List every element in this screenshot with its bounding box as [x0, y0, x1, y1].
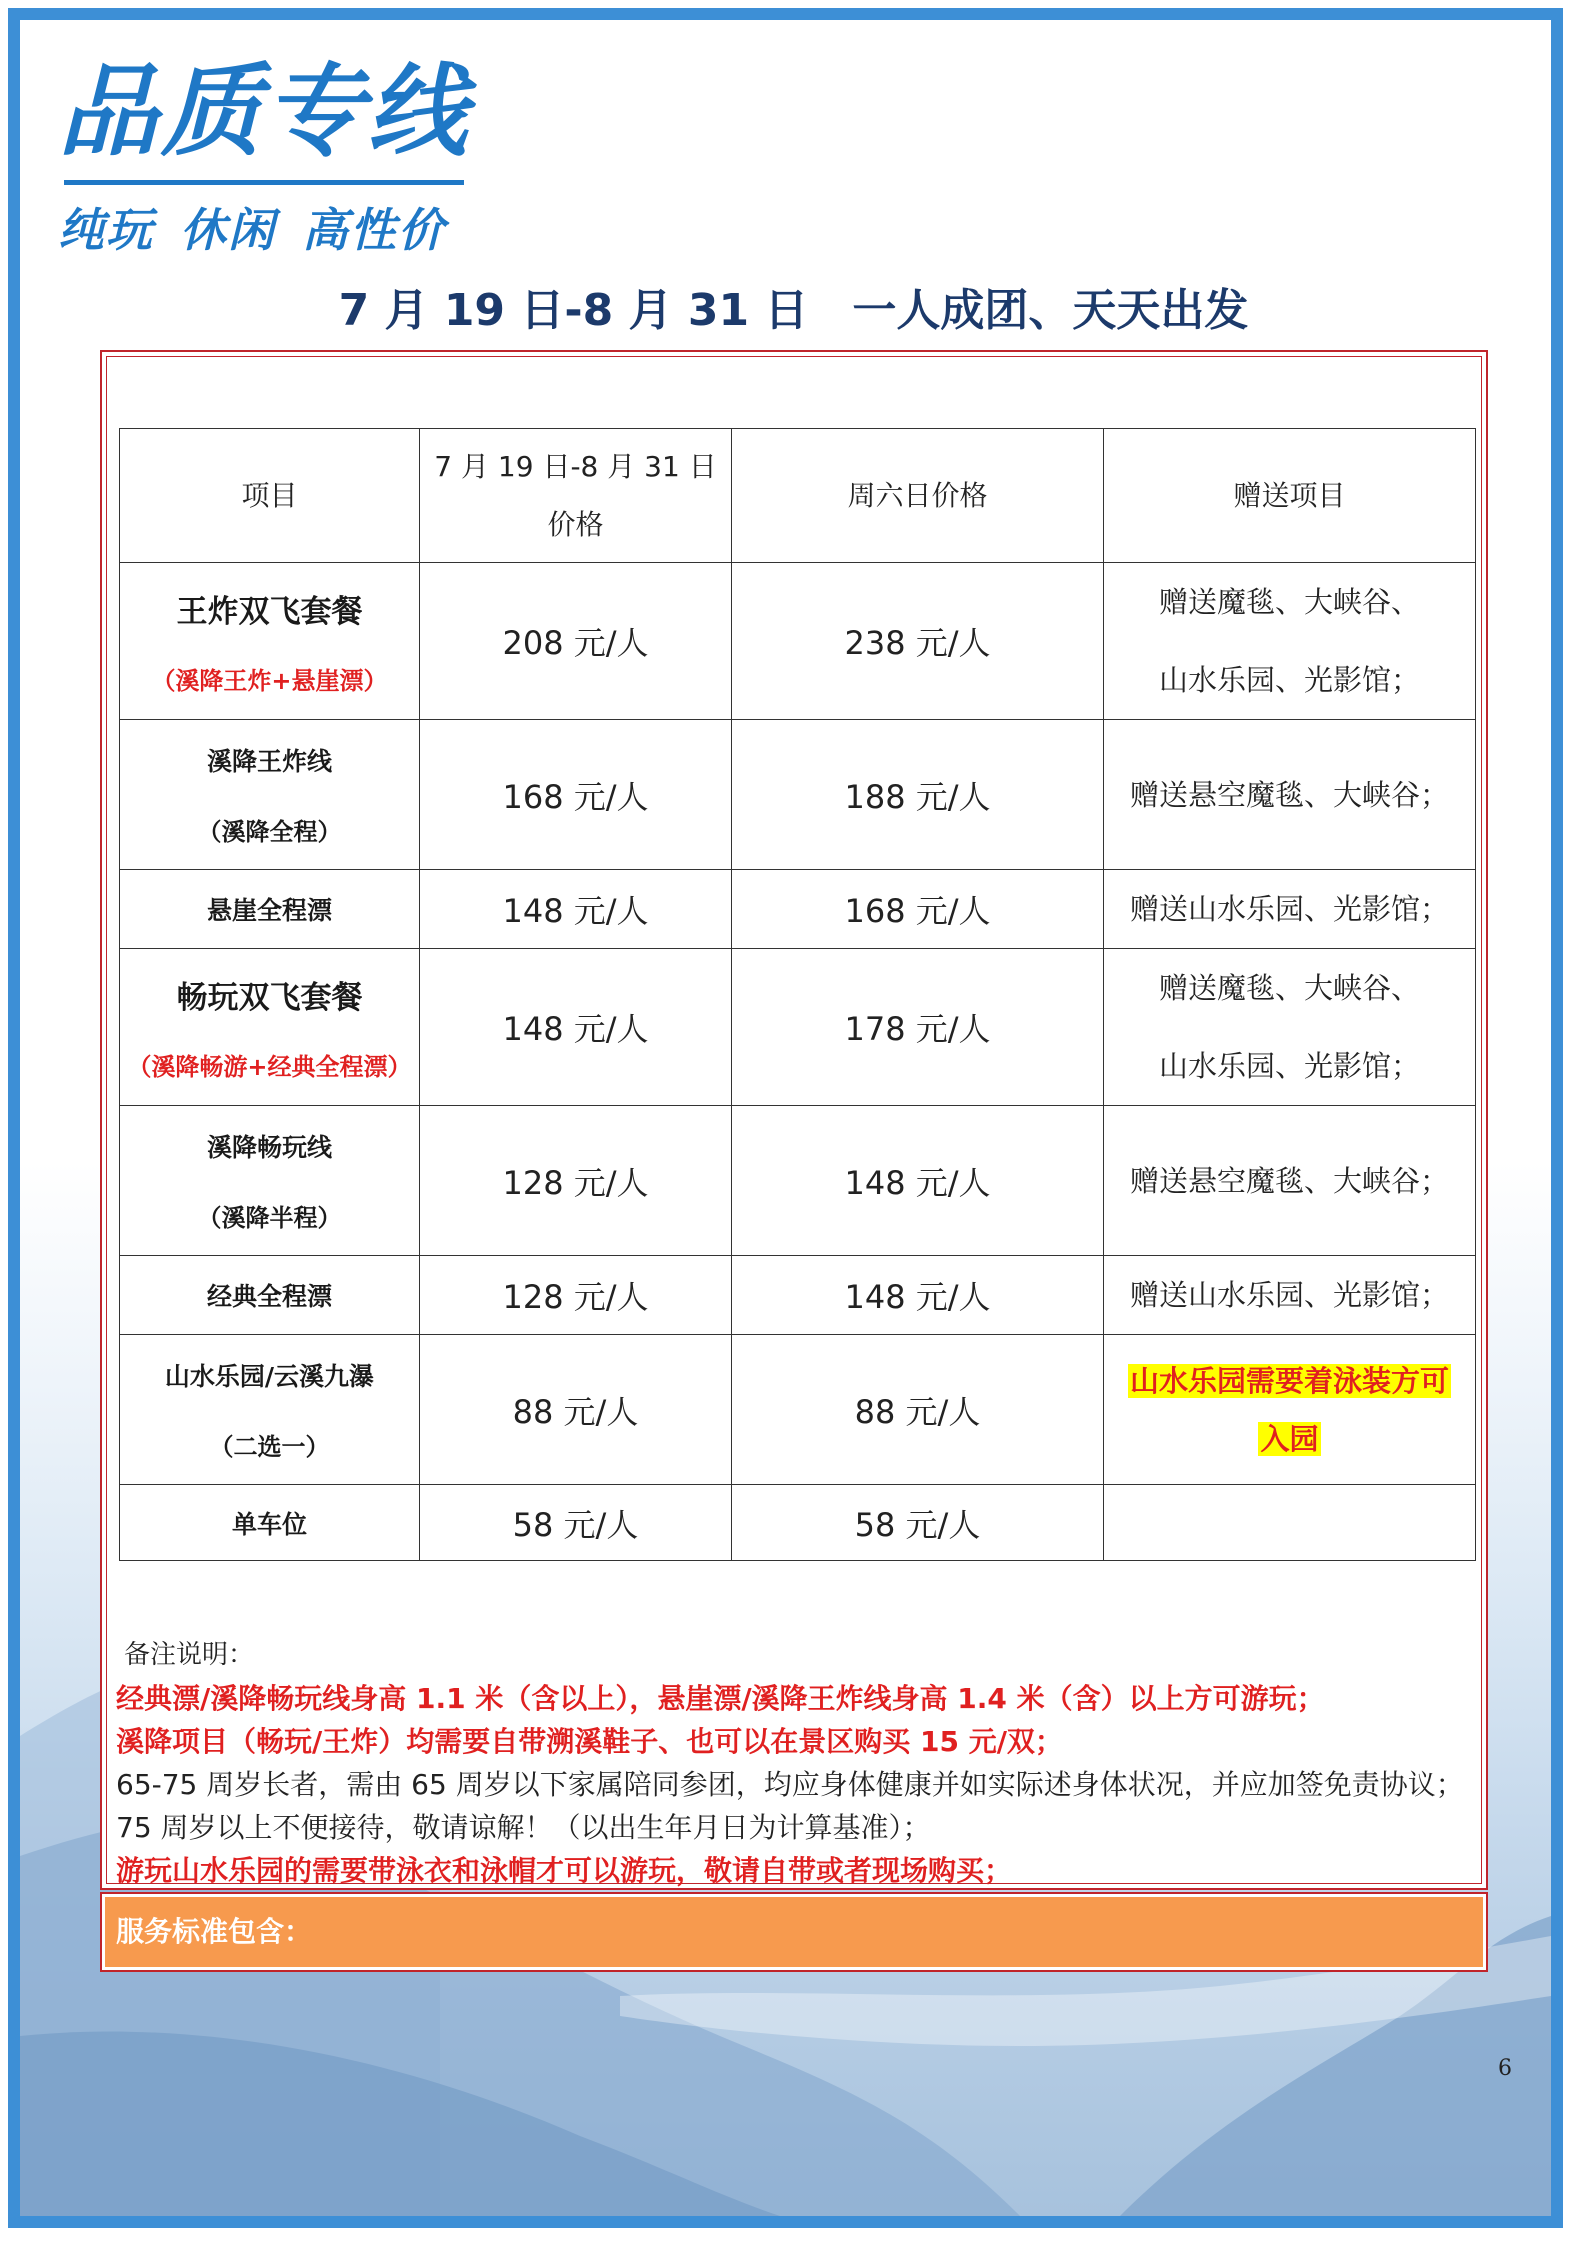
- service-standard-bar: 服务标准包含：: [100, 1892, 1488, 1972]
- package-name-cell: [120, 563, 420, 720]
- weekend-price: 88 元/人: [732, 1335, 1104, 1485]
- package-name-cell: [120, 1485, 420, 1561]
- brand-title: 品质专线: [58, 53, 470, 170]
- package-subtitle: （溪降全程）: [197, 818, 342, 846]
- notes-section: [116, 1634, 1486, 1892]
- headline: 7 月 19 日-8 月 31 日 一人成团、天天出发: [338, 285, 1249, 336]
- note-line: 溪降项目（畅玩/王炸）均需要自带溯溪鞋子、也可以在景区购买 15 元/双；: [116, 1725, 1063, 1758]
- package-name-cell: [120, 1106, 420, 1256]
- weekend-price: 58 元/人: [732, 1485, 1104, 1561]
- package-name-cell: [120, 949, 420, 1106]
- package-name: 悬崖全程漂: [206, 896, 332, 925]
- period-price: 168 元/人: [420, 720, 732, 870]
- weekend-price: 188 元/人: [732, 720, 1104, 870]
- page-number: 6: [1498, 2056, 1512, 2081]
- table-row: [120, 1485, 1476, 1561]
- header-gift: 赠送项目: [1104, 429, 1476, 563]
- package-name-cell: [120, 870, 420, 949]
- note-line: 游玩山水乐园的需要带泳衣和泳帽才可以游玩，敬请自带或者现场购买；: [116, 1854, 1013, 1887]
- period-price: 208 元/人: [420, 563, 732, 720]
- note-line: 经典漂/溪降畅玩线身高 1.1 米（含以上），悬崖漂/溪降王炸线身高 1.4 米（含）以上方可游玩；: [116, 1682, 1325, 1715]
- table-row: [120, 949, 1476, 1106]
- package-name-cell: [120, 720, 420, 870]
- gift-cell: [1104, 1335, 1476, 1485]
- period-price: 58 元/人: [420, 1485, 732, 1561]
- table-row: [120, 1106, 1476, 1256]
- gift-line: 山水乐园、光影馆；: [1158, 663, 1420, 697]
- gift-cell: 赠送山水乐园、光影馆；: [1104, 870, 1476, 949]
- package-name: 溪降王炸线: [206, 747, 332, 776]
- table-row: [120, 720, 1476, 870]
- notes-title: 备注说明：: [124, 1640, 255, 1670]
- package-subtitle: （溪降王炸+悬崖漂）: [151, 667, 388, 695]
- weekend-price: 168 元/人: [732, 870, 1104, 949]
- weekend-price: 148 元/人: [732, 1256, 1104, 1335]
- header-period-price: 7 月 19 日-8 月 31 日 价格: [420, 429, 732, 563]
- brand-divider: [64, 180, 464, 185]
- package-subtitle: （溪降畅游+经典全程漂）: [127, 1053, 412, 1081]
- package-name: 单车位: [231, 1509, 307, 1539]
- brand-subtitle: 纯玩 休闲 高性价: [58, 203, 447, 257]
- gift-cell: [1104, 1485, 1476, 1561]
- gift-cell: 赠送山水乐园、光影馆；: [1104, 1256, 1476, 1335]
- note-line: 75 周岁以上不便接待，敬请谅解！（以出生年月日为计算基准）；: [116, 1811, 931, 1844]
- table-row: [120, 870, 1476, 949]
- table-row: [120, 563, 1476, 720]
- gift-cell: 赠送悬空魔毯、大峡谷；: [1104, 1106, 1476, 1256]
- period-price: 128 元/人: [420, 1106, 732, 1256]
- header-weekend-price: 周六日价格: [732, 429, 1104, 563]
- package-name: 王炸双飞套餐: [176, 594, 363, 630]
- package-name: 山水乐园/云溪九瀑: [164, 1362, 375, 1391]
- gift-line: 赠送魔毯、大峡谷、: [1158, 971, 1420, 1005]
- period-price: 148 元/人: [420, 870, 732, 949]
- package-subtitle: （溪降半程）: [197, 1204, 342, 1232]
- package-name-cell: [120, 1256, 420, 1335]
- package-name: 溪降畅玩线: [206, 1133, 332, 1162]
- gift-line: 山水乐园、光影馆；: [1158, 1049, 1420, 1083]
- gift-line: 赠送魔毯、大峡谷、: [1158, 585, 1420, 619]
- table-row: [120, 1335, 1476, 1485]
- swimwear-required-note: 山水乐园需要着泳装方可: [1129, 1363, 1449, 1398]
- price-table: [119, 428, 1476, 1561]
- package-subtitle: （二选一）: [209, 1433, 330, 1461]
- gift-cell: 赠送悬空魔毯、大峡谷；: [1104, 720, 1476, 870]
- package-name: 畅玩双飞套餐: [176, 980, 363, 1016]
- period-price: 128 元/人: [420, 1256, 732, 1335]
- price-panel: [100, 350, 1488, 1890]
- period-price: 88 元/人: [420, 1335, 732, 1485]
- gift-cell: [1104, 949, 1476, 1106]
- weekend-price: 148 元/人: [732, 1106, 1104, 1256]
- weekend-price: 178 元/人: [732, 949, 1104, 1106]
- table-row: [120, 1256, 1476, 1335]
- note-line: 65-75 周岁长者，需由 65 周岁以下家属陪同参团，均应身体健康并如实际述身体状况，并应加签免责协议；: [116, 1768, 1464, 1801]
- weekend-price: 238 元/人: [732, 563, 1104, 720]
- package-name-cell: [120, 1335, 420, 1485]
- swimwear-required-note-line2: 入园: [1260, 1421, 1319, 1456]
- gift-cell: [1104, 563, 1476, 720]
- package-name: 经典全程漂: [206, 1282, 332, 1311]
- header-item: 项目: [120, 429, 420, 563]
- period-price: 148 元/人: [420, 949, 732, 1106]
- table-header-row: [120, 429, 1476, 563]
